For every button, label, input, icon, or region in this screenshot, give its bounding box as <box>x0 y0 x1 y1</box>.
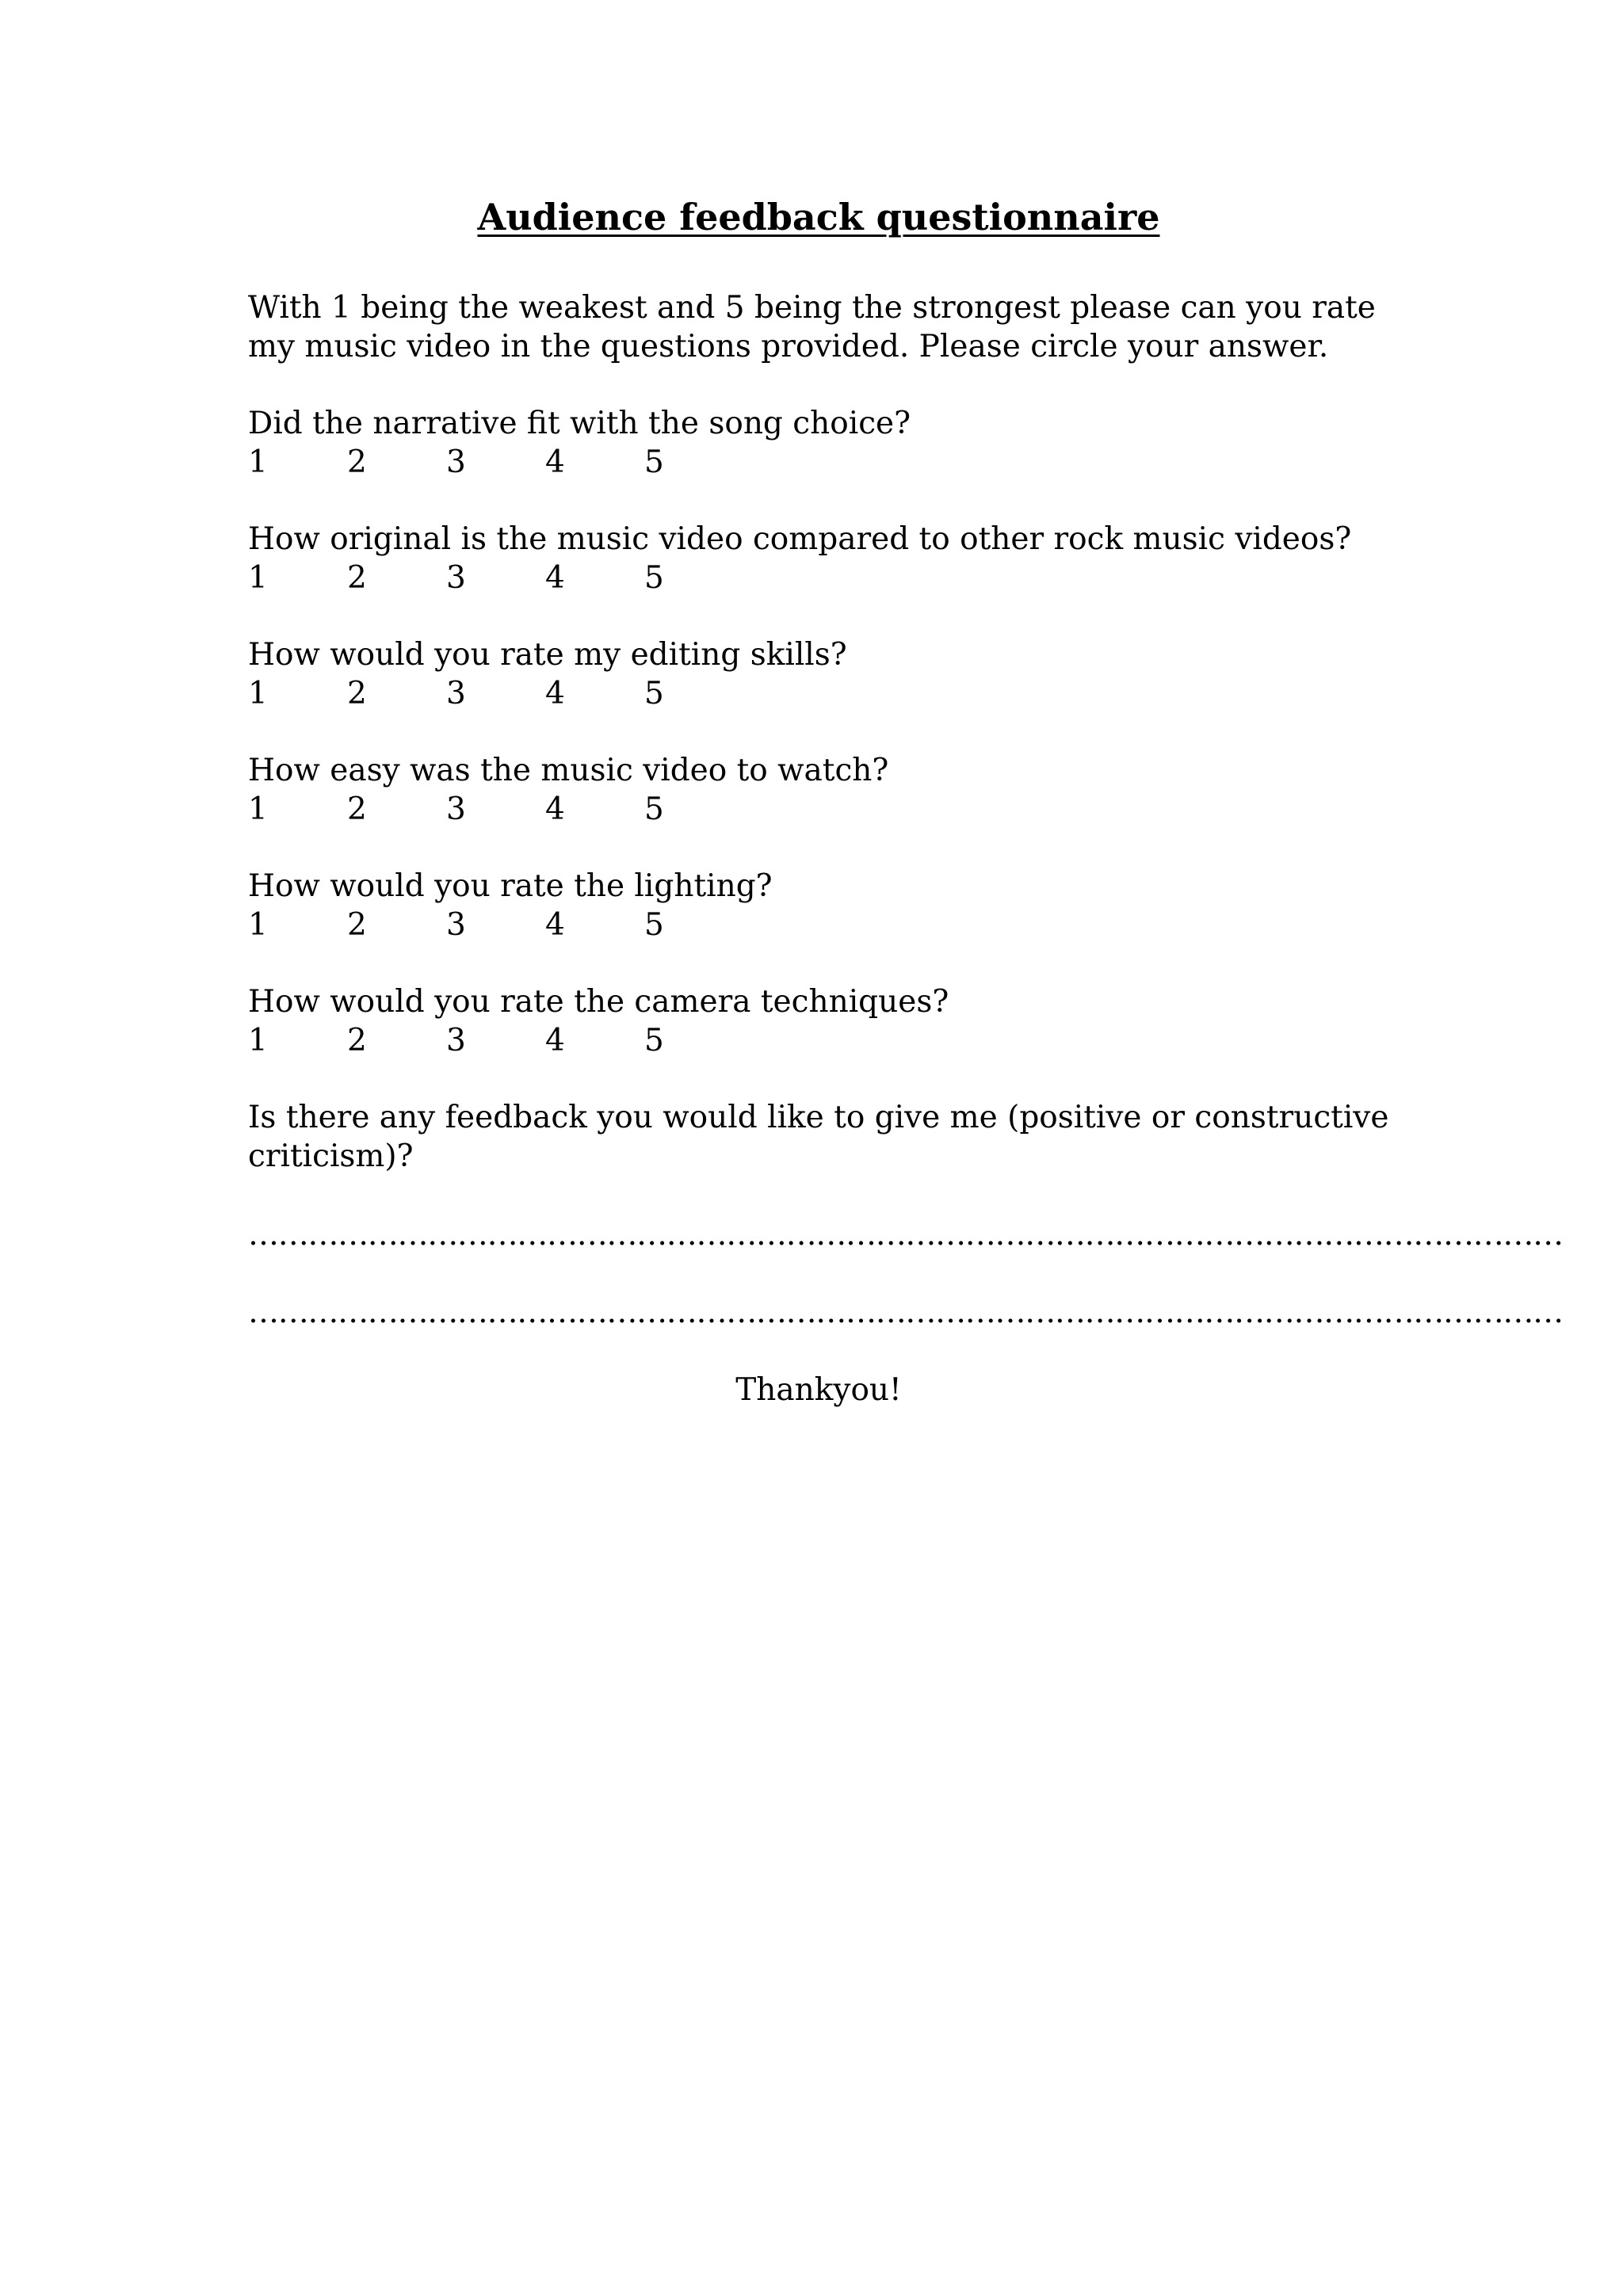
rating-option-5[interactable]: 5 <box>644 1023 664 1058</box>
page-title: Audience feedback questionnaire <box>477 196 1160 238</box>
rating-option-2[interactable]: 2 <box>347 1023 367 1058</box>
question-5 <box>248 867 1389 944</box>
rating-option-4[interactable]: 4 <box>545 560 565 596</box>
rating-option-2[interactable]: 2 <box>347 676 367 711</box>
question-2 <box>248 520 1389 597</box>
rating-scale <box>248 443 1389 482</box>
question-text: How easy was the music video to watch? <box>248 753 889 788</box>
question-4 <box>248 751 1389 829</box>
question-text: How would you rate the camera techniques? <box>248 984 949 1020</box>
rating-scale <box>248 906 1389 944</box>
rating-option-5[interactable]: 5 <box>644 676 664 711</box>
question-text: How would you rate the lighting? <box>248 868 773 904</box>
rating-option-2[interactable]: 2 <box>347 560 367 596</box>
rating-option-5[interactable]: 5 <box>644 444 664 480</box>
rating-option-3[interactable]: 3 <box>446 560 466 596</box>
rating-option-2[interactable]: 2 <box>347 907 367 943</box>
closing-text: Thankyou! <box>735 1372 902 1408</box>
rating-option-1[interactable]: 1 <box>248 444 268 480</box>
question-text: How would you rate my editing skills? <box>248 637 847 673</box>
rating-option-1[interactable]: 1 <box>248 907 268 943</box>
rating-scale <box>248 674 1389 713</box>
question-text: How original is the music video compared to other rock music videos? <box>248 521 1352 557</box>
rating-option-5[interactable]: 5 <box>644 560 664 596</box>
rating-option-3[interactable]: 3 <box>446 1023 466 1058</box>
rating-option-3[interactable]: 3 <box>446 676 466 711</box>
rating-option-3[interactable]: 3 <box>446 907 466 943</box>
rating-option-3[interactable]: 3 <box>446 444 466 480</box>
rating-option-3[interactable]: 3 <box>446 791 466 827</box>
rating-scale <box>248 1021 1389 1060</box>
question-text: Did the narrative fit with the song choice? <box>248 406 911 441</box>
rating-option-2[interactable]: 2 <box>347 791 367 827</box>
rating-option-4[interactable]: 4 <box>545 791 565 827</box>
rating-option-5[interactable]: 5 <box>644 907 664 943</box>
rating-option-1[interactable]: 1 <box>248 560 268 596</box>
question-6 <box>248 982 1389 1060</box>
rating-option-2[interactable]: 2 <box>347 444 367 480</box>
rating-option-4[interactable]: 4 <box>545 907 565 943</box>
rating-option-1[interactable]: 1 <box>248 676 268 711</box>
rating-scale <box>248 559 1389 597</box>
answer-line-2[interactable]: …………………………………………………………………………………………………………………… <box>248 1295 1563 1330</box>
rating-option-4[interactable]: 4 <box>545 444 565 480</box>
instructions-text: With 1 being the weakest and 5 being the strongest please can you rate my music video in the questions provided. Please circle your answer. <box>248 290 1376 364</box>
rating-scale <box>248 790 1389 829</box>
question-1 <box>248 404 1389 482</box>
rating-option-1[interactable]: 1 <box>248 791 268 827</box>
open-feedback-question: Is there any feedback you would like to give me (positive or constructive criticism)? <box>248 1100 1389 1174</box>
answer-line-1[interactable]: …………………………………………………………………………………………………………………… <box>248 1217 1563 1253</box>
question-3 <box>248 635 1389 713</box>
rating-option-5[interactable]: 5 <box>644 791 664 827</box>
rating-option-4[interactable]: 4 <box>545 1023 565 1058</box>
rating-option-1[interactable]: 1 <box>248 1023 268 1058</box>
rating-option-4[interactable]: 4 <box>545 676 565 711</box>
